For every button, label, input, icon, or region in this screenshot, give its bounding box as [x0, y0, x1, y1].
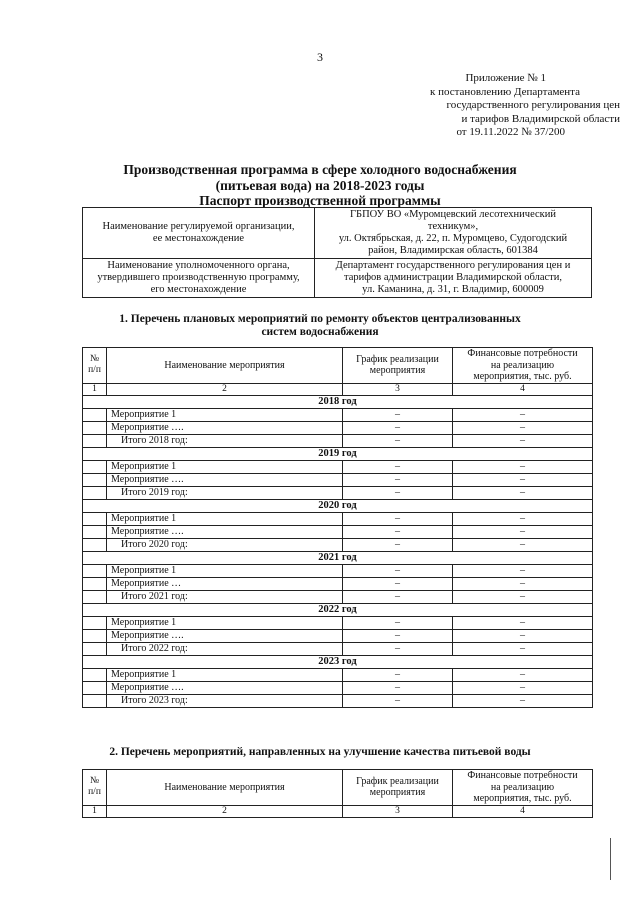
cell-line: тарифов администрации Владимирской области,	[344, 272, 562, 283]
year-total: Итого 2022 год:	[107, 642, 343, 655]
finance-value: –	[453, 512, 593, 525]
schedule-value: –	[343, 590, 453, 603]
header-schedule	[343, 770, 453, 806]
event-name: Мероприятие ….	[107, 473, 343, 486]
header-line: График реализации	[356, 353, 439, 365]
year-label: 2018 год	[83, 395, 593, 408]
column-numbers-row	[83, 805, 593, 817]
appendix-line: государственного регулирования цен	[446, 99, 620, 111]
header-line: №	[89, 353, 100, 364]
row-number	[83, 473, 107, 486]
finance-value: –	[453, 577, 593, 590]
cell-line: утвердившего производственную программу,	[97, 272, 300, 283]
row-number	[83, 642, 107, 655]
header-line: мероприятия	[369, 787, 426, 799]
year-row	[83, 551, 593, 564]
table-row	[83, 668, 593, 681]
header-line: №	[89, 775, 100, 786]
table-row	[83, 564, 593, 577]
event-name: Мероприятие 1	[107, 668, 343, 681]
table-row	[83, 473, 593, 486]
passport-label	[83, 208, 315, 259]
title-line: (питьевая вода) на 2018-2023 годы	[215, 177, 425, 193]
section-2-title	[0, 746, 640, 759]
appendix-line: к постановлению Департамента	[429, 85, 580, 98]
section-title-line: систем водоснабжения	[261, 326, 379, 338]
table-row	[83, 694, 593, 707]
header-line: мероприятия	[369, 365, 426, 377]
year-total: Итого 2019 год:	[107, 486, 343, 499]
table-row	[83, 642, 593, 655]
finance-value: –	[453, 473, 593, 486]
schedule-value: –	[343, 434, 453, 447]
margin-mark	[610, 838, 611, 880]
column-number: 3	[343, 383, 453, 395]
cell-line: его местонахождение	[150, 284, 247, 295]
cell-line: техникум»,	[427, 221, 479, 232]
header-line: п/п	[88, 787, 101, 798]
table-row	[83, 408, 593, 421]
header-number	[83, 770, 107, 806]
passport-heading: Паспорт производственной программы	[199, 193, 441, 208]
header-line: Финансовые потребности	[467, 770, 578, 781]
passport-value	[315, 208, 592, 259]
column-number: 4	[453, 805, 593, 817]
header-schedule	[343, 348, 453, 384]
table-row	[83, 629, 593, 642]
row-number	[83, 564, 107, 577]
schedule-value: –	[343, 616, 453, 629]
year-row	[83, 655, 593, 668]
row-number	[83, 512, 107, 525]
cell-line: ул. Каманина, д. 31, г. Владимир, 600009	[362, 284, 544, 295]
header-line: мероприятия, тыс. руб.	[473, 793, 572, 804]
schedule-value: –	[343, 525, 453, 538]
row-number	[83, 681, 107, 694]
header-line: Наименование мероприятия	[164, 359, 285, 371]
column-number: 1	[83, 805, 107, 817]
quality-events-table	[82, 769, 593, 818]
section-title-line: 2. Перечень мероприятий, направленных на улучшение качества питьевой воды	[109, 746, 531, 758]
finance-value: –	[453, 486, 593, 499]
header-line: на реализацию	[490, 781, 555, 793]
year-label: 2019 год	[83, 447, 593, 460]
schedule-value: –	[343, 694, 453, 707]
row-number	[83, 460, 107, 473]
header-line: на реализацию	[490, 359, 555, 371]
event-name: Мероприятие 1	[107, 460, 343, 473]
finance-value: –	[453, 408, 593, 421]
year-row	[83, 499, 593, 512]
finance-value: –	[453, 642, 593, 655]
event-name: Мероприятие 1	[107, 408, 343, 421]
table-row	[83, 616, 593, 629]
event-name: Мероприятие 1	[107, 616, 343, 629]
year-total: Итого 2018 год:	[107, 434, 343, 447]
finance-value: –	[453, 460, 593, 473]
event-name: Мероприятие ….	[107, 421, 343, 434]
schedule-value: –	[343, 473, 453, 486]
schedule-value: –	[343, 486, 453, 499]
finance-value: –	[453, 668, 593, 681]
row-number	[83, 629, 107, 642]
section-1-title	[0, 313, 640, 339]
event-name: Мероприятие ….	[107, 629, 343, 642]
appendix-note	[330, 72, 620, 140]
passport-row-authority	[83, 259, 592, 298]
finance-value: –	[453, 629, 593, 642]
table-row	[83, 486, 593, 499]
row-number	[83, 525, 107, 538]
cell-line: ул. Октябрьская, д. 22, п. Муромцево, Судогодский	[338, 233, 568, 244]
header-number	[83, 348, 107, 384]
finance-value: –	[453, 525, 593, 538]
year-label: 2020 год	[83, 499, 593, 512]
passport-value	[315, 259, 592, 298]
row-number	[83, 408, 107, 421]
row-number	[83, 421, 107, 434]
document-title	[0, 162, 640, 209]
table-row	[83, 538, 593, 551]
finance-value: –	[453, 616, 593, 629]
year-label: 2021 год	[83, 551, 593, 564]
appendix-line: Приложение № 1	[465, 72, 546, 84]
cell-line: Наименование уполномоченного органа,	[107, 260, 290, 271]
finance-value: –	[453, 681, 593, 694]
appendix-line: от 19.11.2022 № 37/200	[456, 126, 565, 138]
event-name: Мероприятие …	[107, 577, 343, 590]
table-row	[83, 525, 593, 538]
event-name: Мероприятие 1	[107, 564, 343, 577]
row-number	[83, 486, 107, 499]
column-number: 2	[107, 805, 343, 817]
schedule-value: –	[343, 538, 453, 551]
passport-table	[82, 207, 592, 298]
table-row	[83, 421, 593, 434]
column-number: 4	[453, 383, 593, 395]
cell-line: район, Владимирская область, 601384	[368, 245, 538, 256]
year-row	[83, 603, 593, 616]
year-total: Итого 2021 год:	[107, 590, 343, 603]
schedule-value: –	[343, 460, 453, 473]
finance-value: –	[453, 434, 593, 447]
year-total: Итого 2023 год:	[107, 694, 343, 707]
schedule-value: –	[343, 629, 453, 642]
year-row	[83, 395, 593, 408]
table-row	[83, 512, 593, 525]
schedule-value: –	[343, 512, 453, 525]
table-row	[83, 681, 593, 694]
row-number	[83, 590, 107, 603]
cell-line: ее местонахождение	[152, 233, 245, 244]
row-number	[83, 668, 107, 681]
header-row	[83, 348, 593, 384]
event-name: Мероприятие 1	[107, 512, 343, 525]
appendix-line: и тарифов Владимирской области	[461, 112, 620, 125]
column-number: 3	[343, 805, 453, 817]
finance-value: –	[453, 694, 593, 707]
header-line: Финансовые потребности	[467, 348, 578, 359]
row-number	[83, 538, 107, 551]
header-line: Наименование мероприятия	[164, 781, 285, 793]
schedule-value: –	[343, 421, 453, 434]
schedule-value: –	[343, 642, 453, 655]
page-number: 3	[317, 50, 323, 64]
cell-line: Наименование регулируемой организации,	[102, 221, 295, 232]
passport-label	[83, 259, 315, 298]
header-row	[83, 770, 593, 806]
row-number	[83, 694, 107, 707]
table-row	[83, 590, 593, 603]
row-number	[83, 577, 107, 590]
header-line: мероприятия, тыс. руб.	[473, 371, 572, 382]
finance-value: –	[453, 538, 593, 551]
header-name	[107, 348, 343, 384]
schedule-value: –	[343, 564, 453, 577]
year-label: 2022 год	[83, 603, 593, 616]
column-number: 2	[107, 383, 343, 395]
row-number	[83, 434, 107, 447]
repair-events-table	[82, 347, 593, 708]
table-row	[83, 434, 593, 447]
finance-value: –	[453, 421, 593, 434]
year-row	[83, 447, 593, 460]
table-row	[83, 577, 593, 590]
schedule-value: –	[343, 408, 453, 421]
cell-line: ГБПОУ ВО «Муромцевский лесотехнический	[349, 209, 556, 220]
finance-value: –	[453, 564, 593, 577]
header-line: График реализации	[356, 775, 439, 787]
header-finance	[453, 348, 593, 384]
header-name	[107, 770, 343, 806]
year-label: 2023 год	[83, 655, 593, 668]
event-name: Мероприятие ….	[107, 525, 343, 538]
schedule-value: –	[343, 668, 453, 681]
cell-line: Департамент государственного регулирования цен и	[335, 260, 571, 271]
passport-row-organization	[83, 208, 592, 259]
finance-value: –	[453, 590, 593, 603]
event-name: Мероприятие ….	[107, 681, 343, 694]
column-number: 1	[83, 383, 107, 395]
table-row	[83, 460, 593, 473]
row-number	[83, 616, 107, 629]
schedule-value: –	[343, 577, 453, 590]
title-line: Производственная программа в сфере холодного водоснабжения	[123, 162, 517, 177]
section-title-line: 1. Перечень плановых мероприятий по ремонту объектов централизованных	[119, 313, 521, 325]
header-finance	[453, 770, 593, 806]
schedule-value: –	[343, 681, 453, 694]
column-numbers-row	[83, 383, 593, 395]
header-line: п/п	[88, 365, 101, 376]
year-total: Итого 2020 год:	[107, 538, 343, 551]
